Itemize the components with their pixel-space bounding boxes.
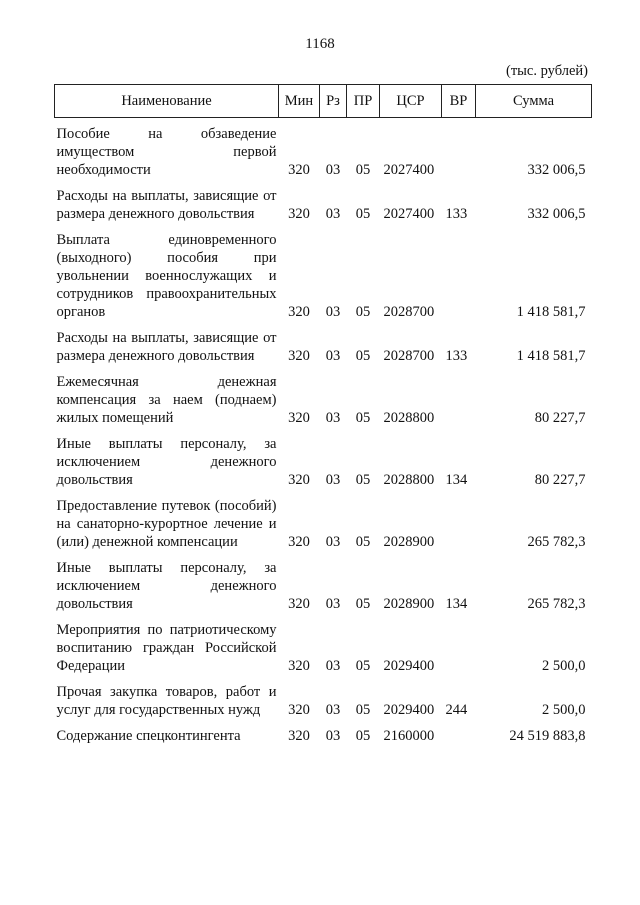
row-pr: 05 — [355, 596, 371, 612]
row-rz: 03 — [325, 702, 341, 718]
row-pr: 05 — [355, 304, 371, 320]
row-name: Предоставление путевок (пособий) на санаторно-курортное лечение и (или) денежной компенсации — [56, 498, 277, 550]
header-vr: ВР — [442, 85, 476, 118]
table-row — [55, 435, 592, 497]
row-pr: 05 — [355, 702, 371, 718]
row-name: Иные выплаты персоналу, за исключением денежного довольствия — [56, 436, 277, 488]
row-csr: 2028900 — [383, 596, 435, 612]
row-name: Иные выплаты персоналу, за исключением денежного довольствия — [56, 560, 277, 612]
row-vr: 133 — [445, 206, 468, 222]
row-vr — [442, 231, 476, 329]
row-name: Пособие на обзаведение имуществом первой необходимости — [56, 126, 277, 178]
table-body — [55, 118, 592, 746]
row-vr: 134 — [445, 596, 468, 612]
row-min: 320 — [288, 304, 310, 320]
row-csr: 2028800 — [383, 472, 435, 488]
table-row — [55, 621, 592, 683]
row-csr: 2028900 — [383, 534, 435, 550]
row-csr: 2027400 — [383, 162, 435, 178]
row-min: 320 — [288, 162, 310, 178]
row-rz: 03 — [325, 658, 341, 674]
row-rz: 03 — [325, 348, 341, 364]
budget-table — [54, 84, 592, 745]
row-sum: 80 227,7 — [534, 472, 586, 488]
row-vr — [442, 373, 476, 435]
table-row — [55, 727, 592, 745]
row-vr: 244 — [445, 702, 468, 718]
row-min: 320 — [288, 534, 310, 550]
row-pr: 05 — [355, 728, 371, 744]
row-pr: 05 — [355, 472, 371, 488]
table-row — [55, 683, 592, 727]
table-row — [55, 187, 592, 231]
row-vr — [442, 621, 476, 683]
row-sum: 24 519 883,8 — [509, 728, 586, 744]
row-name: Содержание спецконтингента — [56, 728, 241, 744]
row-name: Выплата единовременного (выходного) пособия при увольнении военнослужащих и сотрудников правоохранительных органов — [56, 232, 277, 320]
header-name: Наименование — [55, 85, 279, 118]
row-min: 320 — [288, 702, 310, 718]
row-rz: 03 — [325, 410, 341, 426]
row-rz: 03 — [325, 304, 341, 320]
table-row — [55, 118, 592, 188]
table-row — [55, 373, 592, 435]
row-name: Прочая закупка товаров, работ и услуг для государственных нужд — [56, 684, 277, 718]
row-csr: 2027400 — [383, 206, 435, 222]
row-min: 320 — [288, 728, 310, 744]
row-vr: 134 — [445, 472, 468, 488]
row-min: 320 — [288, 206, 310, 222]
row-sum: 2 500,0 — [542, 658, 586, 674]
row-vr: 133 — [445, 348, 468, 364]
row-sum: 1 418 581,7 — [516, 304, 586, 320]
row-sum: 80 227,7 — [534, 410, 586, 426]
units-label: (тыс. рублей) — [506, 63, 588, 79]
row-vr — [442, 727, 476, 745]
table-row — [55, 329, 592, 373]
row-min: 320 — [288, 658, 310, 674]
row-sum: 332 006,5 — [527, 162, 586, 178]
row-pr: 05 — [355, 658, 371, 674]
row-sum: 265 782,3 — [527, 596, 586, 612]
row-pr: 05 — [355, 348, 371, 364]
row-rz: 03 — [325, 472, 341, 488]
row-vr — [442, 118, 476, 188]
row-rz: 03 — [325, 534, 341, 550]
row-vr — [442, 497, 476, 559]
row-sum: 265 782,3 — [527, 534, 586, 550]
row-csr: 2028700 — [383, 304, 435, 320]
row-name: Расходы на выплаты, зависящие от размера денежного довольствия — [56, 188, 277, 222]
row-csr: 2029400 — [383, 658, 435, 674]
header-pr: ПР — [347, 85, 380, 118]
row-sum: 2 500,0 — [542, 702, 586, 718]
page-number: 1168 — [305, 36, 335, 52]
row-min: 320 — [288, 596, 310, 612]
row-pr: 05 — [355, 162, 371, 178]
row-rz: 03 — [325, 728, 341, 744]
row-pr: 05 — [355, 410, 371, 426]
row-rz: 03 — [325, 206, 341, 222]
table-row — [55, 231, 592, 329]
table-row — [55, 497, 592, 559]
row-pr: 05 — [355, 534, 371, 550]
row-min: 320 — [288, 472, 310, 488]
row-rz: 03 — [325, 596, 341, 612]
row-name: Расходы на выплаты, зависящие от размера денежного довольствия — [56, 330, 277, 364]
row-csr: 2029400 — [383, 702, 435, 718]
row-name: Ежемесячная денежная компенсация за наем (поднаем) жилых помещений — [56, 374, 277, 426]
header-sum: Сумма — [476, 85, 592, 118]
table-row — [55, 559, 592, 621]
header-csr: ЦСР — [380, 85, 442, 118]
row-min: 320 — [288, 348, 310, 364]
row-csr: 2028800 — [383, 410, 435, 426]
table-header — [55, 85, 592, 118]
row-csr: 2160000 — [383, 728, 435, 744]
row-min: 320 — [288, 410, 310, 426]
header-min: Мин — [279, 85, 320, 118]
row-csr: 2028700 — [383, 348, 435, 364]
row-sum: 332 006,5 — [527, 206, 586, 222]
header-rz: Рз — [320, 85, 347, 118]
row-name: Мероприятия по патриотическому воспитанию граждан Российской Федерации — [56, 622, 277, 674]
row-rz: 03 — [325, 162, 341, 178]
row-pr: 05 — [355, 206, 371, 222]
row-sum: 1 418 581,7 — [516, 348, 586, 364]
